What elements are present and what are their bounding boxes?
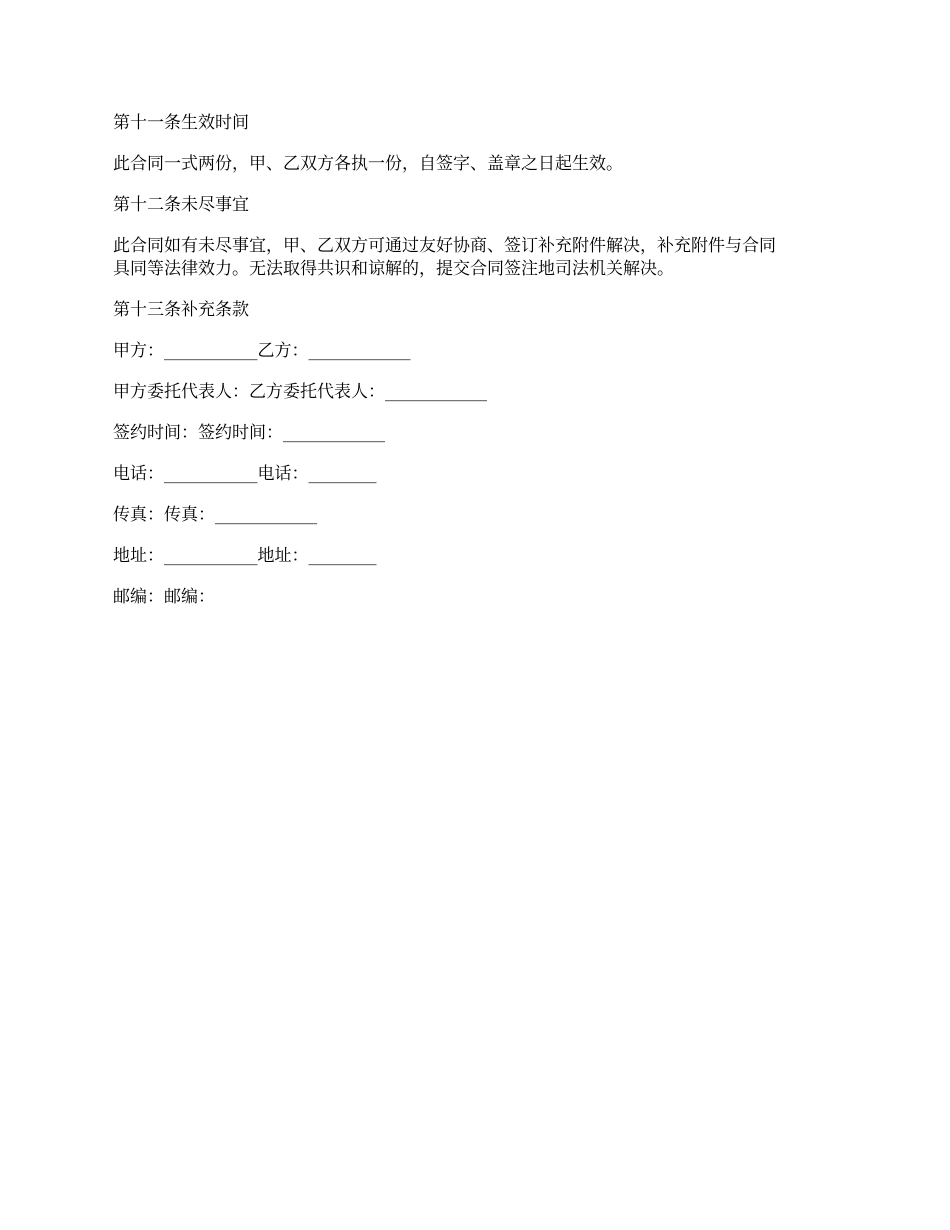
article-11-title: 第十一条生效时间 [113, 113, 249, 133]
article-11-body: 此合同一式两份，甲、乙双方各执一份，自签字、盖章之日起生效。 [113, 154, 623, 174]
article-12-title: 第十二条未尽事宜 [113, 195, 249, 215]
signature-postcode-line: 邮编：邮编： [113, 587, 215, 607]
signature-address-line: 地址：___________地址：________ [113, 546, 377, 566]
article-13-title: 第十三条补充条款 [113, 300, 249, 320]
document-body [113, 112, 843, 627]
signature-fax-line: 传真：传真：____________ [113, 505, 317, 525]
article-12-body [113, 235, 843, 281]
article-12-body-line-2: 具同等法律效力。无法取得共识和谅解的，提交合同签注地司法机关解决。 [113, 259, 674, 279]
signature-phone-line: 电话：___________电话：________ [113, 464, 377, 484]
signature-party-line: 甲方：___________乙方：____________ [113, 341, 411, 361]
signature-representative-line: 甲方委托代表人：乙方委托代表人：____________ [113, 382, 487, 402]
article-12-body-line-1: 此合同如有未尽事宜，甲、乙双方可通过友好协商、签订补充附件解决，补充附件与合同 [113, 236, 776, 256]
signature-date-line: 签约时间：签约时间：____________ [113, 423, 385, 443]
